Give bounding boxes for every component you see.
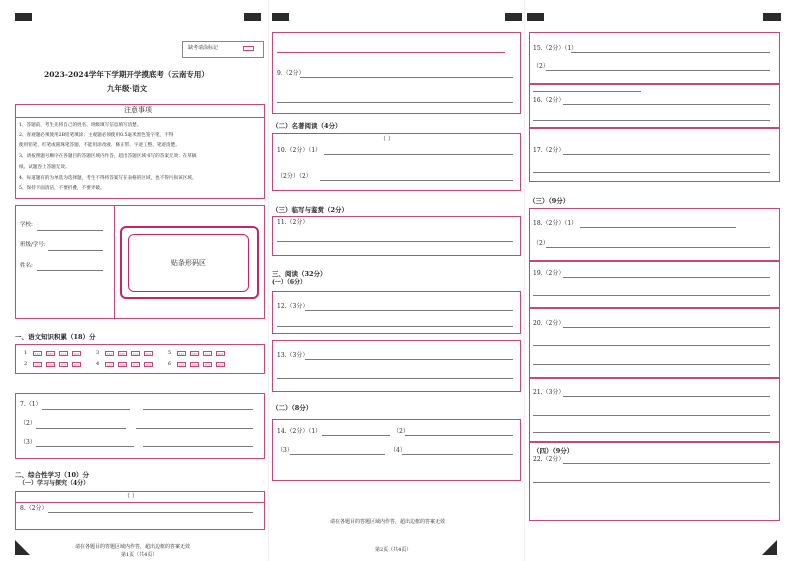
answer-line[interactable] (305, 359, 513, 360)
footer-note: 请在各题目的答题区域内作答，超出边框的答案无效 (75, 544, 191, 550)
answer-line[interactable] (533, 364, 770, 365)
answer-line[interactable] (36, 428, 126, 429)
divider (15, 502, 265, 503)
answer-line[interactable] (533, 172, 770, 173)
answer-line[interactable] (533, 432, 770, 433)
q11-answer-box (272, 216, 521, 256)
answer-line[interactable] (533, 345, 770, 346)
mc-option-bubble[interactable]: [B] (118, 351, 127, 356)
mc-option-bubble[interactable]: [D] (216, 351, 225, 356)
mc-option-bubble[interactable]: [C] (203, 351, 212, 356)
mc-option-bubble[interactable]: [D] (144, 351, 153, 356)
mc-option-bubble[interactable]: [C] (131, 362, 140, 367)
answer-line[interactable] (563, 327, 770, 328)
notice-item: 1、答题前，考生先将自己的姓名、班级填写信息填写清楚。 (19, 123, 142, 128)
footer-page: 第2页（共4页） (375, 547, 412, 553)
answer-line[interactable] (277, 326, 513, 327)
answer-line[interactable] (320, 180, 513, 181)
q7-label: （2） (20, 420, 36, 427)
mc-option-bubble[interactable]: [B] (190, 362, 199, 367)
answer-line[interactable] (277, 378, 513, 379)
divider (114, 205, 115, 319)
corner-triangle-mark (15, 540, 30, 555)
mc-option-bubble[interactable]: [C] (203, 362, 212, 367)
notice-title: 注意事项 (124, 106, 152, 114)
q18-label: 18.（2分）（1） (533, 220, 578, 227)
answer-line[interactable] (36, 446, 134, 447)
section-3b-title: （二）（8分） (272, 404, 313, 412)
q12-answer-box (272, 291, 521, 334)
registration-mark (527, 13, 544, 21)
q20-answer-box (529, 308, 780, 378)
grade-subject: 九年级·语文 (107, 84, 148, 93)
answer-line[interactable] (322, 435, 390, 436)
mc-answer-box (15, 344, 265, 374)
mc-question-number: 2 (24, 361, 28, 367)
answer-line[interactable] (42, 409, 130, 410)
q7-label: 7.（1） (20, 401, 42, 408)
section-3-subtitle: (一）（6分） (272, 279, 307, 286)
mc-option-bubble[interactable]: [B] (46, 362, 55, 367)
q22-label: 22.（2分） (533, 456, 565, 463)
q16-label: 16.（2分） (533, 97, 565, 104)
registration-mark (763, 13, 781, 21)
q9-label: 9.（2分） (277, 70, 305, 77)
q15-label: （2） (533, 63, 549, 70)
mc-option-bubble[interactable]: [D] (72, 362, 81, 367)
q13-label: 13.（3分） (277, 352, 309, 359)
section-2b-title: （二）名著阅读（4分） (272, 122, 342, 130)
q18-answer-box (529, 208, 780, 261)
school-label: 学校: (20, 222, 33, 228)
answer-line[interactable] (563, 154, 770, 155)
mc-question-number: 5 (168, 350, 172, 356)
mc-option-bubble[interactable]: [C] (59, 351, 68, 356)
page-separator (268, 0, 269, 561)
corner-triangle-mark (762, 540, 777, 555)
answer-line[interactable] (563, 277, 770, 278)
q20-label: 20.（2分） (533, 320, 565, 327)
answer-line[interactable] (143, 409, 253, 410)
q13-answer-box (272, 340, 521, 392)
notice-item: 使用铅笔、红笔或圆珠笔答题，不能用涂改液、修正带、字迹工整、笔迹清楚。 (19, 143, 180, 148)
q11-label: 11.（2分） (277, 219, 309, 226)
registration-mark (272, 13, 289, 21)
q17-label: 17.（2分） (533, 147, 565, 154)
answer-line[interactable] (324, 154, 513, 155)
divider (15, 117, 265, 118)
mc-option-bubble[interactable]: [C] (131, 351, 140, 356)
answer-line[interactable] (277, 102, 513, 103)
mc-option-bubble[interactable]: [B] (46, 351, 55, 356)
mc-option-bubble[interactable]: [B] (190, 351, 199, 356)
q18-label: （2） (533, 240, 549, 247)
q19-label: 19.（2分） (533, 270, 565, 277)
answer-line[interactable] (305, 310, 513, 311)
notice-item: 5、保持卡面清洁，不要折叠，不要弄破。 (19, 186, 105, 191)
q10-paren: （ ） (380, 136, 394, 143)
barcode-label: 贴条形码区 (171, 259, 206, 267)
mc-question-number: 6 (168, 361, 172, 367)
answer-line[interactable] (546, 247, 770, 248)
footer-note: 请在各题目的答题区域内作答，超出边框的答案无效 (330, 519, 446, 525)
q10-label: 10.（2分）（1） (277, 147, 322, 154)
exam-title: 2023-2024学年下学期开学摸底考（云南专用） (44, 70, 209, 79)
q8-paren: （ ） (124, 493, 138, 500)
answer-line[interactable] (533, 482, 770, 483)
notice-item: 3、请按照题号顺序在各题目的答题区域内作答，超出答题区域书写的答案无效；在草稿 (19, 154, 197, 159)
answer-line[interactable] (405, 435, 513, 436)
name-label: 姓名: (20, 263, 33, 269)
notice-item: 4、每道题有的为单选为选择题，考生不得将答案写在表格的区域，也不得污损该区域。 (19, 176, 197, 181)
answer-line[interactable] (563, 463, 770, 464)
section-3c-title: （三）（9分） (529, 197, 570, 205)
answer-line[interactable] (277, 52, 505, 53)
q10-label: （2分）（2） (277, 173, 312, 180)
q14-label: （2） (393, 428, 409, 435)
q12-label: 12.（3分） (277, 303, 309, 310)
footer-page: 第1页（共4页） (121, 552, 158, 558)
mc-question-number: 4 (96, 361, 100, 367)
registration-mark (15, 13, 32, 21)
mc-option-bubble[interactable]: [A] (105, 351, 114, 356)
answer-line[interactable] (563, 104, 770, 105)
notice-box (15, 104, 265, 199)
q15-label: 15.（2分）（1） (533, 45, 578, 52)
mc-option-bubble[interactable]: [B] (118, 362, 127, 367)
answer-line[interactable] (402, 454, 513, 455)
q8-answer-box (15, 491, 265, 530)
answer-line[interactable] (300, 77, 513, 78)
mc-option-bubble[interactable]: [A] (177, 351, 186, 356)
notice-item: 纸、试题卷上答题无效。 (19, 165, 70, 170)
mc-option-bubble[interactable]: [A] (105, 362, 114, 367)
q21-label: 21.（3分） (533, 389, 565, 396)
answer-line[interactable] (48, 512, 253, 513)
name-field[interactable] (37, 270, 103, 271)
mc-option-bubble[interactable]: [A] (177, 362, 186, 367)
answer-line[interactable] (533, 295, 770, 296)
answer-line[interactable] (143, 446, 253, 447)
answer-line[interactable] (136, 428, 253, 429)
absent-mark-checkbox[interactable] (243, 46, 254, 51)
answer-line[interactable] (290, 454, 385, 455)
mc-question-number: 3 (96, 350, 100, 356)
class-field[interactable] (48, 250, 103, 251)
registration-mark (244, 13, 261, 21)
q14-label: 14.（2分）（1） (277, 428, 322, 435)
page-separator (524, 0, 525, 561)
answer-line[interactable] (563, 396, 770, 397)
q14-label: （3） (277, 447, 293, 454)
q14-label: （4） (390, 447, 406, 454)
q17-answer-box (529, 128, 780, 182)
section-3d-title: （四）（9分） (533, 447, 574, 455)
section-2-title: 二、综合性学习（10）分 (15, 471, 90, 479)
mc-option-bubble[interactable]: [A] (33, 351, 42, 356)
q7-answer-box (15, 393, 265, 459)
registration-mark (505, 13, 522, 21)
section-4-title: （三）临写与鉴赏（2分） (272, 206, 349, 214)
answer-line[interactable] (533, 415, 770, 416)
q8-label: 8.（2分） (20, 505, 48, 512)
notice-item: 2、客观题必须使用2B铅笔填涂；主观题必须使用0.5毫米黑色签字笔，不得 (19, 133, 174, 138)
section-1-title: 一、语文知识积累（18）分 (15, 333, 96, 341)
answer-line[interactable] (580, 227, 736, 228)
q7-label: （3） (20, 439, 36, 446)
answer-line[interactable] (533, 120, 770, 121)
section-3-title: 三、阅读（32分） (272, 270, 327, 278)
mc-option-bubble[interactable]: [D] (72, 351, 81, 356)
section-2-subtitle: （一）学习与探究（4分） (19, 480, 90, 487)
q16-answer-box (529, 84, 780, 128)
q15-answer-box (529, 32, 780, 84)
mc-option-bubble[interactable]: [C] (59, 362, 68, 367)
answer-line[interactable] (546, 70, 770, 71)
mc-option-bubble[interactable]: [D] (216, 362, 225, 367)
mc-question-number: 1 (24, 350, 28, 356)
class-label: 班级/学号: (20, 242, 46, 248)
q10-answer-box (272, 133, 521, 191)
absent-mark-label: 缺考请涂标记 (188, 45, 219, 51)
mc-option-bubble[interactable]: [D] (144, 362, 153, 367)
mc-option-bubble[interactable]: [A] (33, 362, 42, 367)
q19-answer-box (529, 261, 780, 308)
answer-line[interactable] (571, 52, 770, 53)
answer-line[interactable] (277, 241, 513, 242)
school-field[interactable] (37, 230, 103, 231)
